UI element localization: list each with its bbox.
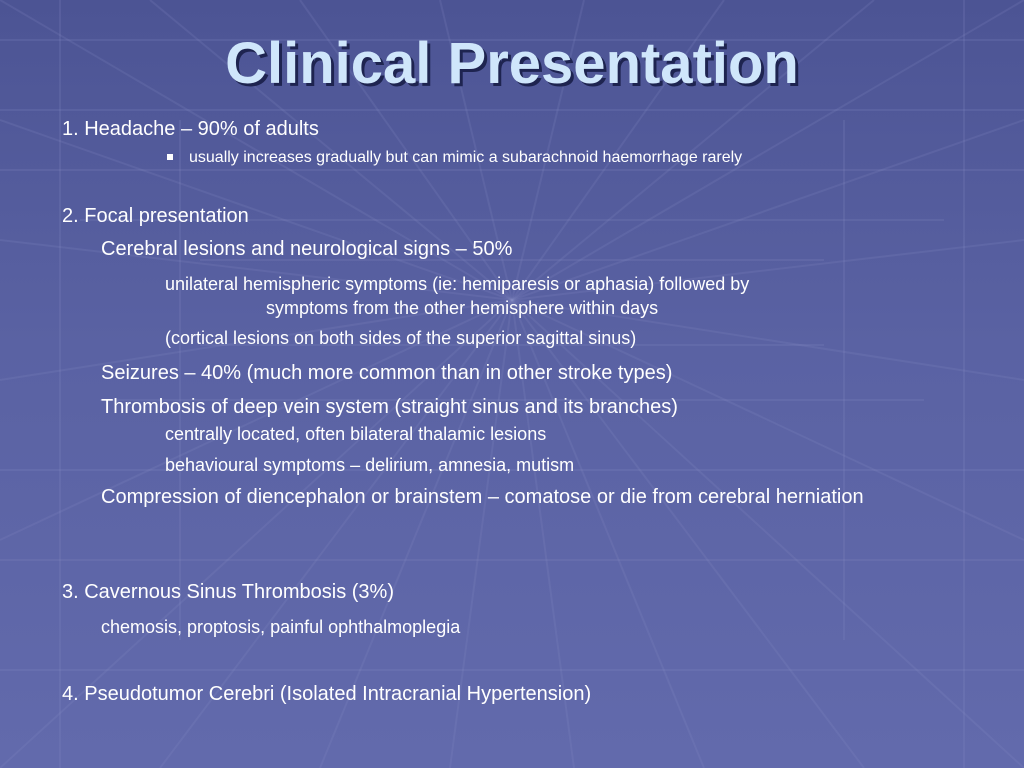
- item-deep-vein-thrombosis: Thrombosis of deep vein system (straight sinus and its branches): [101, 396, 678, 418]
- item-cavernous-sinus: 3. Cavernous Sinus Thrombosis (3%): [62, 581, 394, 603]
- item-focal-presentation: 2. Focal presentation: [62, 205, 249, 227]
- item-cerebral-lesions: Cerebral lesions and neurological signs – 50%: [101, 238, 513, 260]
- item-unilateral-symptoms-cont: symptoms from the other hemisphere within days: [266, 298, 659, 318]
- item-cortical-lesions: (cortical lesions on both sides of the superior sagittal sinus): [165, 328, 637, 348]
- item-headache: 1. Headache – 90% of adults: [62, 118, 319, 140]
- square-bullet-icon: [167, 154, 173, 160]
- item-compression: Compression of diencephalon or brainstem – comatose or die from cerebral herniation: [101, 486, 864, 508]
- item-thalamic-lesions: centrally located, often bilateral thalamic lesions: [165, 424, 547, 444]
- item-headache-detail: usually increases gradually but can mimic a subarachnoid haemorrhage rarely: [189, 149, 743, 166]
- item-unilateral-symptoms: unilateral hemispheric symptoms (ie: hemiparesis or aphasia) followed by: [165, 274, 750, 294]
- item-cavernous-signs: chemosis, proptosis, painful ophthalmoplegia: [101, 617, 461, 637]
- item-pseudotumor: 4. Pseudotumor Cerebri (Isolated Intracranial Hypertension): [62, 683, 592, 705]
- slide-title: Clinical Presentation: [225, 31, 799, 96]
- item-seizures: Seizures – 40% (much more common than in other stroke types): [101, 362, 673, 384]
- item-behavioural-symptoms: behavioural symptoms – delirium, amnesia, mutism: [165, 455, 575, 475]
